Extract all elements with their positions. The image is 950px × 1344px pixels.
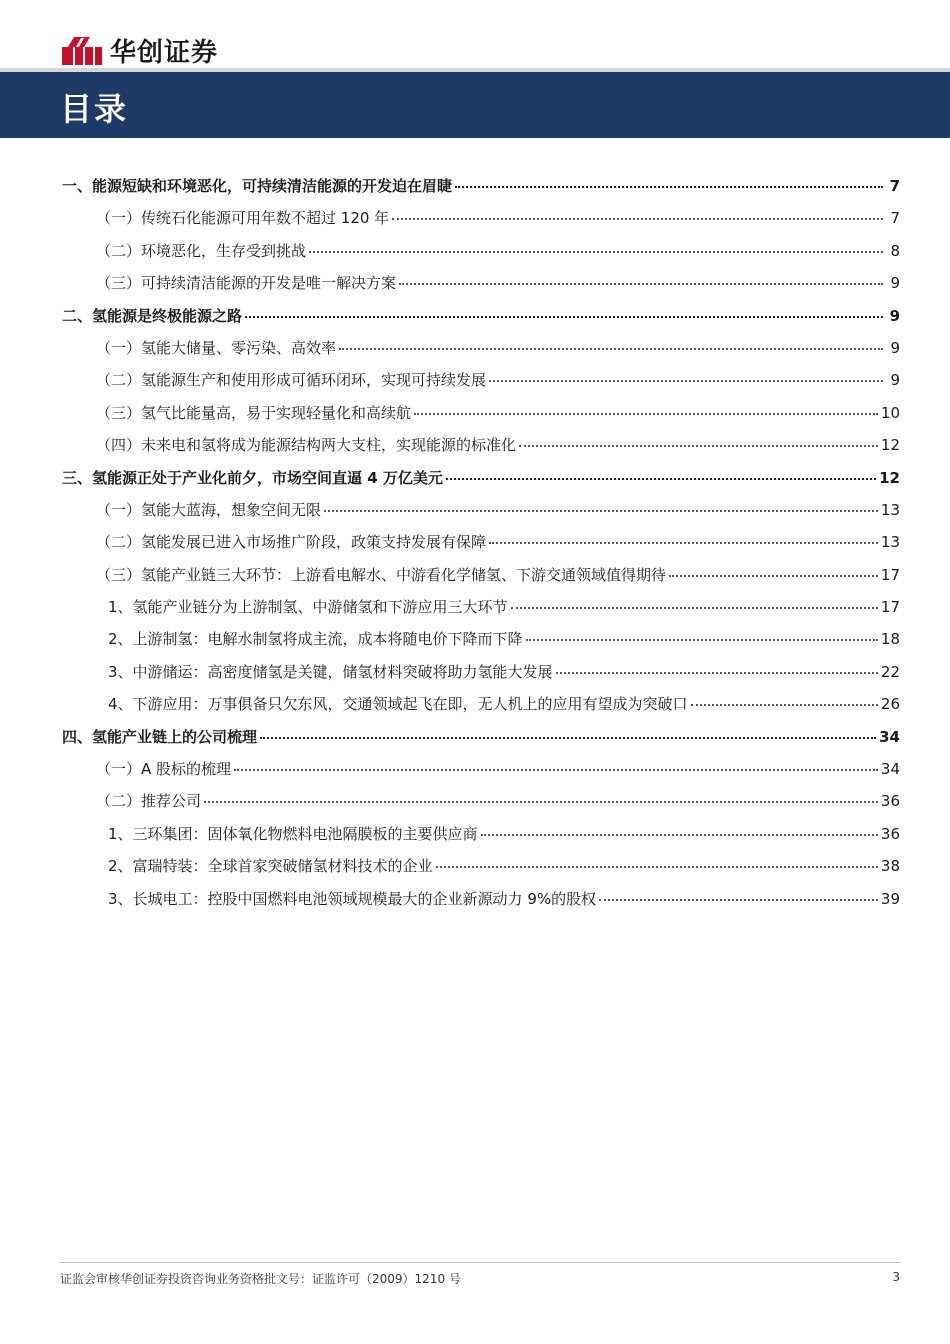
footer-page-number: 3 [892,1270,900,1284]
toc-entry-page: 13 [880,500,900,519]
toc-entry-label: 3、长城电工：控股中国燃料电池领域规模最大的企业新源动力 9%的股权 [108,889,597,908]
toc-entry[interactable] [62,300,900,332]
toc-dot-leader [260,736,876,739]
toc-dot-leader [339,347,883,350]
toc-entry[interactable] [62,202,900,234]
toc-entry-page: 7 [890,209,900,228]
toc-entry-page: 18 [880,630,900,649]
toc-entry[interactable] [62,850,900,882]
toc-entry-page: 7 [889,177,900,195]
table-of-contents [62,170,900,915]
toc-entry[interactable] [62,785,900,817]
toc-entry-label: 2、富瑞特装：全球首家突破储氢材料技术的企业 [108,857,433,876]
toc-entry[interactable] [62,559,900,591]
toc-entry[interactable] [62,494,900,526]
toc-entry-label: （四）未来电和氢将成为能源结构两大支柱，实现能源的标准化 [96,436,517,455]
toc-entry-page: 9 [889,306,900,325]
toc-entry[interactable] [62,526,900,558]
toc-dot-leader [669,574,878,577]
toc-entry-label: （一）A 股标的梳理 [96,760,232,779]
toc-dot-leader [446,477,876,480]
toc-entry-label: 三、氢能源正处于产业化前夕，市场空间直逼 4 万亿美元 [62,468,443,487]
toc-entry[interactable] [62,267,900,299]
toc-entry-label: （三）氢能产业链三大环节：上游看电解水、中游看化学储氢、下游交通领域值得期待 [96,565,667,584]
toc-dot-leader [204,800,878,803]
toc-dot-leader [519,444,878,447]
toc-entry-page: 22 [880,662,900,681]
toc-entry[interactable] [62,656,900,688]
toc-entry[interactable] [62,429,900,461]
toc-entry[interactable] [62,397,900,429]
toc-entry-label: 1、三环集团：固体氧化物燃料电池隔膜板的主要供应商 [108,824,478,843]
toc-dot-leader [481,833,878,836]
toc-entry-page: 34 [879,727,900,746]
toc-entry-label: （三）氢气比能量高，易于实现轻量化和高续航 [96,403,412,422]
toc-entry-page: 36 [880,824,900,843]
toc-entry-page: 8 [890,241,900,260]
toc-entry-label: 1、氢能产业链分为上游制氢、中游储氢和下游应用三大环节 [108,598,508,617]
toc-dot-leader [245,315,883,318]
toc-entry[interactable] [62,170,900,202]
toc-entry-label: （一）氢能大储量、零污染、高效率 [96,338,337,357]
brand-logo [60,32,218,68]
toc-entry-label: （一）氢能大蓝海，想象空间无限 [96,500,322,519]
toc-entry-label: （二）氢能源生产和使用形成可循环闭环，实现可持续发展 [96,371,487,390]
toc-entry-label: （二）氢能发展已进入市场推广阶段，政策支持发展有保障 [96,533,487,552]
title-banner [0,72,950,138]
toc-entry[interactable] [62,332,900,364]
toc-entry-label: 四、氢能产业链上的公司梳理 [62,727,258,746]
toc-dot-leader [436,865,878,868]
toc-dot-leader [399,282,883,285]
toc-entry-label: （二）推荐公司 [96,792,202,811]
toc-entry-page: 38 [880,857,900,876]
toc-dot-leader [309,250,883,253]
toc-entry-page: 9 [890,338,900,357]
toc-entry-label: 4、下游应用：万事俱备只欠东风，交通领域起飞在即，无人机上的应用有望成为突破口 [108,695,688,714]
toc-entry-page: 9 [890,371,900,390]
logo-mark-icon [60,33,104,67]
toc-entry[interactable] [62,462,900,494]
toc-entry-page: 39 [880,889,900,908]
toc-entry[interactable] [62,818,900,850]
toc-dot-leader [414,412,878,415]
toc-dot-leader [599,898,878,901]
toc-entry[interactable] [62,883,900,915]
toc-entry-page: 26 [880,695,900,714]
toc-dot-leader [455,185,883,188]
toc-entry[interactable] [62,753,900,785]
toc-entry-label: 二、氢能源是终极能源之路 [62,306,243,325]
toc-dot-leader [234,768,878,771]
toc-entry-label: （一）传统石化能源可用年数不超过 120 年 [96,209,390,228]
toc-entry[interactable] [62,721,900,753]
toc-entry-page: 17 [880,598,900,617]
toc-dot-leader [489,379,883,382]
toc-dot-leader [324,509,878,512]
toc-entry-label: 一、能源短缺和环境恶化，可持续清洁能源的开发迫在眉睫 [62,177,453,195]
toc-entry-page: 12 [879,468,900,487]
toc-entry-page: 36 [880,792,900,811]
toc-entry-label: （二）环境恶化，生存受到挑战 [96,241,307,260]
toc-dot-leader [691,703,878,706]
toc-entry[interactable] [62,623,900,655]
toc-dot-leader [556,671,878,674]
toc-entry-label: 2、上游制氢：电解水制氢将成主流，成本将随电价下降而下降 [108,630,523,649]
page-title: 目录 [60,90,129,128]
brand-name: 华创证券 [110,37,219,68]
toc-entry-page: 34 [880,760,900,779]
toc-entry[interactable] [62,235,900,267]
toc-entry-label: 3、中游储运：高密度储氢是关键，储氢材料突破将助力氢能大发展 [108,662,553,681]
toc-entry-page: 10 [880,403,900,422]
toc-entry[interactable] [62,364,900,396]
toc-entry-page: 17 [880,565,900,584]
footer-divider [60,1262,900,1263]
toc-entry-page: 9 [890,274,900,293]
toc-entry-label: （三）可持续清洁能源的开发是唯一解决方案 [96,274,397,293]
toc-entry-page: 13 [880,533,900,552]
toc-entry[interactable] [62,688,900,720]
toc-entry[interactable] [62,591,900,623]
footer-disclaimer: 证监会审核华创证券投资咨询业务资格批文号：证监许可（2009）1210 号 [60,1272,461,1286]
toc-dot-leader [511,606,878,609]
toc-dot-leader [489,541,878,544]
toc-dot-leader [392,217,883,220]
toc-dot-leader [526,638,878,641]
toc-entry-page: 12 [880,436,900,455]
